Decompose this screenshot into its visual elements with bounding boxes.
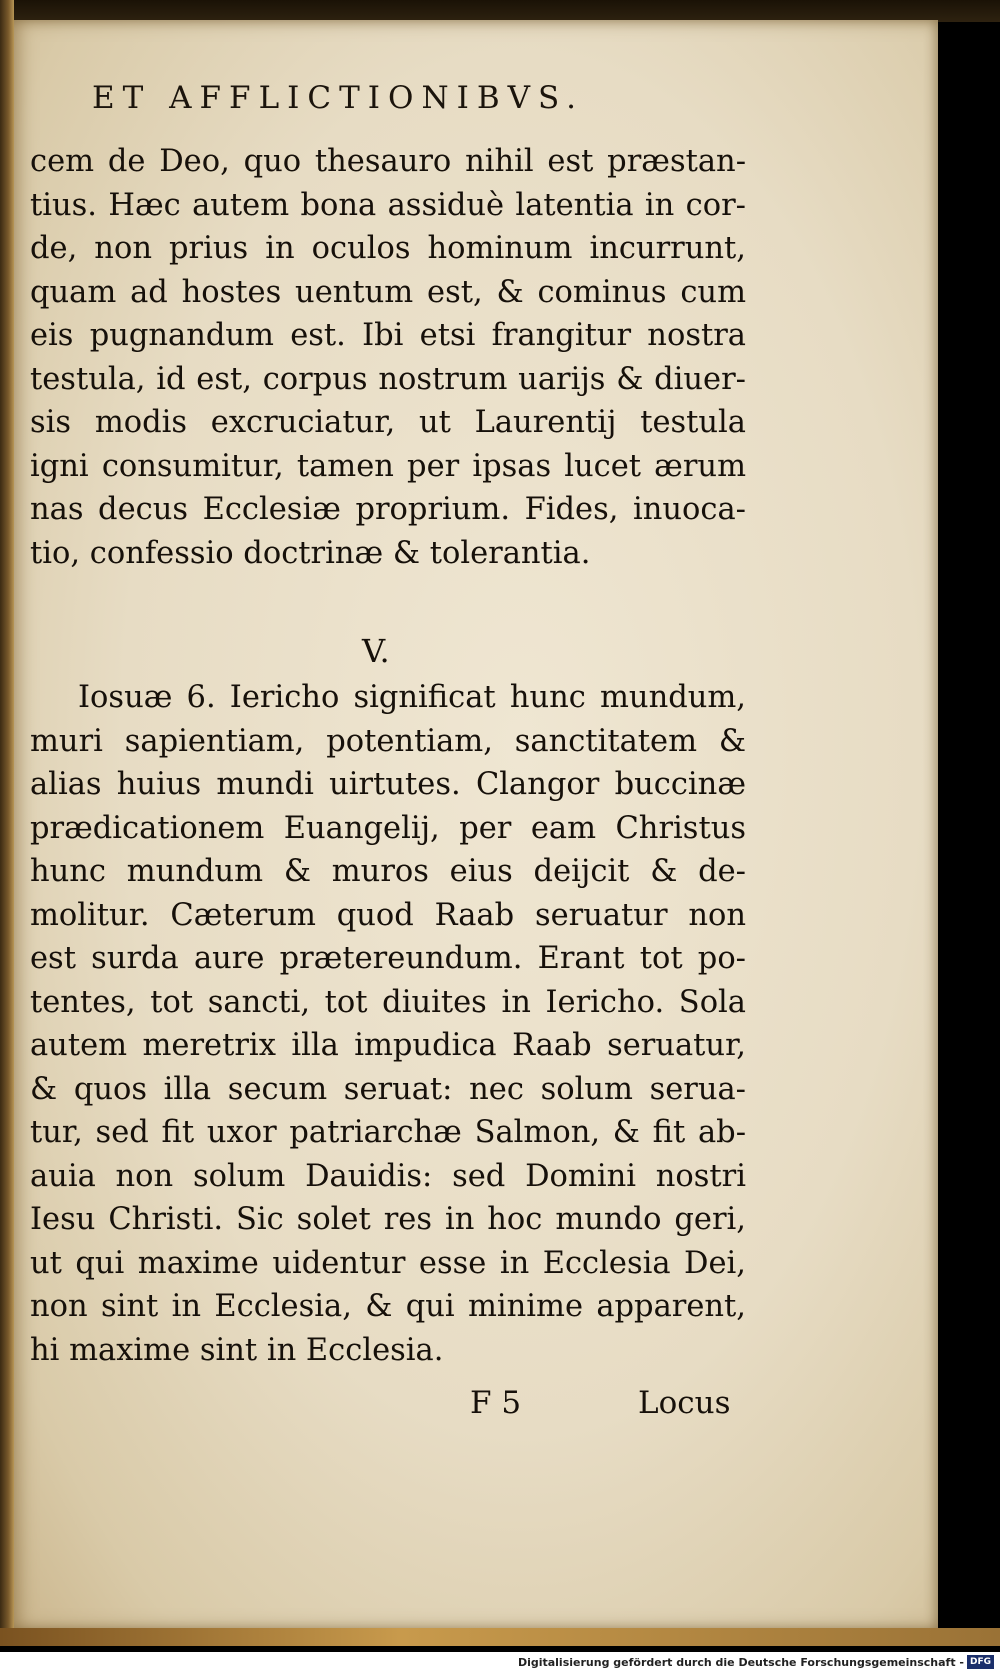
text-line: est surda aure prætereundum. Erant tot po-: [30, 941, 746, 976]
text-line: hunc mundum & muros eius deijcit & de-: [30, 854, 746, 889]
text-line: auia non solum Dauidis: sed Domini nostri: [30, 1158, 746, 1194]
running-head: ET AFFLICTIONIBVS.: [92, 80, 584, 116]
book-spine-shadow: [0, 0, 14, 1640]
digitization-footer: [0, 1652, 1000, 1674]
text-line: autem meretrix illa impudica Raab seruatur,: [30, 1028, 746, 1063]
text-line: de, non prius in oculos hominum incurrunt,: [30, 231, 746, 266]
section-heading: V.: [362, 632, 390, 670]
text-line: tur, sed fit uxor patriarchæ Salmon, & fit ab-: [30, 1115, 746, 1150]
text-line: nas decus Ecclesiæ proprium. Fides, inuoca-: [30, 492, 746, 527]
text-line: eis pugnandum est. Ibi etsi frangitur nostra: [30, 318, 746, 353]
text-line: testula, id est, corpus nostrum uarijs & diuer-: [30, 361, 746, 397]
page-bottom-edge: [0, 1628, 1000, 1646]
text-line: & quos illa secum seruat: nec solum serua-: [30, 1071, 746, 1107]
dfg-logo-icon: DFG: [967, 1655, 994, 1669]
text-line: Iesu Christi. Sic solet res in hoc mundo geri,: [30, 1202, 746, 1237]
text-line: Iosuæ 6. Iericho significat hunc mundum,: [78, 680, 746, 715]
paragraph-2: [30, 676, 746, 1372]
signature-mark: F 5: [470, 1385, 522, 1421]
text-line: muri sapientiam, potentiam, sanctitatem &: [30, 723, 746, 759]
scan-border-top: [0, 0, 1000, 22]
text-line: hi maxime sint in Ecclesia.: [30, 1332, 444, 1368]
text-line: cem de Deo, quo thesauro nihil est præstan-: [30, 144, 746, 179]
catchword: Locus: [638, 1385, 731, 1421]
text-line: tio, confessio doctrinæ & tolerantia.: [30, 535, 591, 571]
text-line: tentes, tot sancti, tot diuites in Iericho. Sola: [30, 984, 746, 1020]
text-line: quam ad hostes uentum est, & cominus cum: [30, 274, 746, 310]
text-line: alias huius mundi uirtutes. Clangor buccinæ: [30, 767, 746, 802]
text-line: non sint in Ecclesia, & qui minime apparent,: [30, 1289, 746, 1324]
text-line: prædicationem Euangelij, per eam Christus: [30, 810, 746, 846]
footer-credit: Digitalisierung gefördert durch die Deutsche Forschungsgemeinschaft -: [517, 1656, 964, 1669]
text-line: molitur. Cæterum quod Raab seruatur non: [30, 897, 746, 933]
text-line: tius. Hæc autem bona assiduè latentia in cor-: [30, 187, 746, 223]
text-line: ut qui maxime uidentur esse in Ecclesia Dei,: [30, 1245, 746, 1281]
paragraph-1: [30, 140, 746, 575]
text-line: igni consumitur, tamen per ipsas lucet ærum: [30, 448, 746, 484]
text-line: sis modis excruciatur, ut Laurentij testula: [30, 405, 746, 440]
